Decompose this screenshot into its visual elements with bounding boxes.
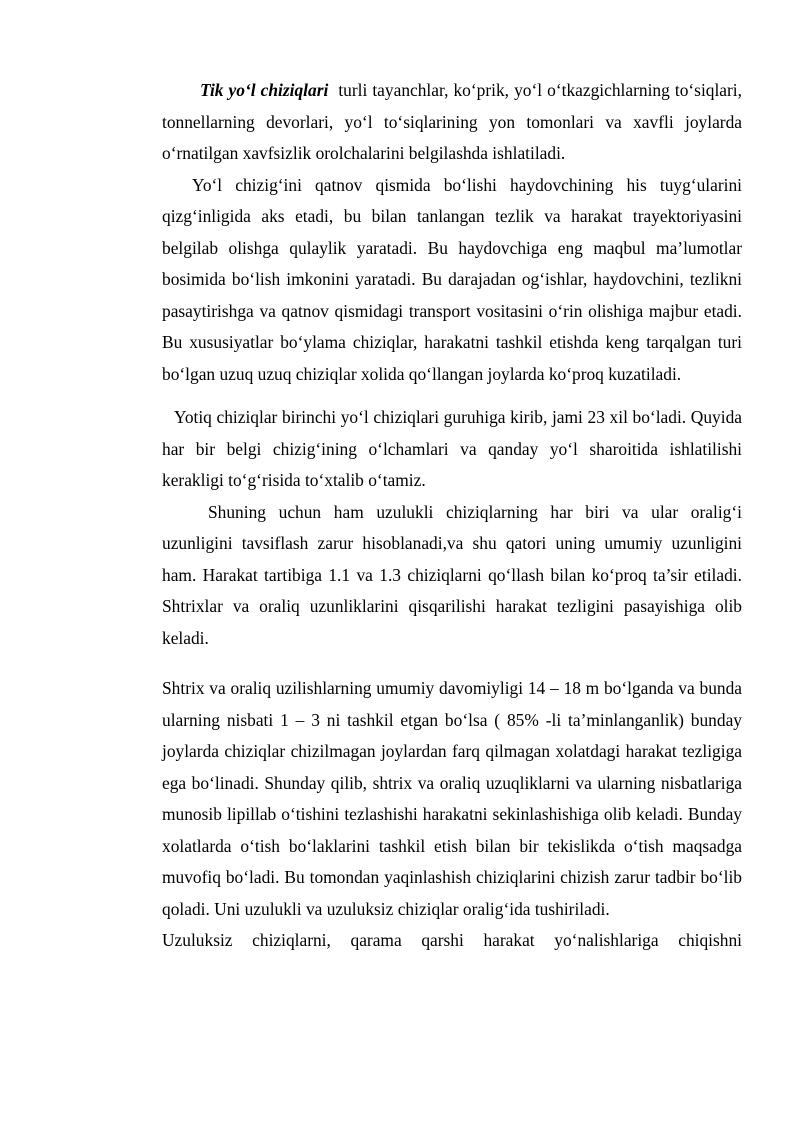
- paragraph-road-marking-effect: Yo‘l chizig‘ini qatnov qismida bo‘lishi haydovchining his tuyg‘ularini qizg‘inligida aks etadi, bu bilan tanlangan tezlik va harakat trayektoriyasini belgilab olishga qulaylik yaratadi. Bu haydovchiga eng maqbul ma’lumotlar bosimida bo‘lish imkonini yaratadi. Bu darajadan og‘ishlar, haydovchini, tezlikni pasaytirishga va qatnov qismidagi transport vositasini o‘rin olishiga majbur etadi. Bu xususiyatlar bo‘ylama chiziqlar, harakatni tashkil etishda keng tarqalgan turi bo‘lgan uzuq uzuq chiziqlar xolida qo‘llangan joylarda ko‘proq kuzatiladi.: [162, 174, 742, 384]
- paragraph-text: turli tayanchlar, ko‘prik, yo‘l o‘tkazgichlarning to‘siqlari, tonnellarning devorlari, yo‘l to‘siqlarining yon tomonlari va xavfli joylarda o‘rnatilgan xavfsizlik orolchalarini belgilashda ishlatiladi.: [162, 80, 742, 163]
- paragraph-stroke-gaps: Shtrix va oraliq uzilishlarning umumiy davomiyligi 14 – 18 m bo‘lganda va bunda ularning nisbati 1 – 3 ni tashkil etgan bo‘lsa ( 85% -li ta’minlanganlik) bunday joylarda chiziqlar chizilmagan joylardan farq qilmagan xolatdagi harakat tezligiga ega bo‘linadi. Shunday qilib, shtrix va oraliq uzuqliklarni va ularning nisbatlariga munosib lipillab o‘tishini tezlashishi harakatni sekinlashishiga olib keladi. Bunday xolatlarda o‘tish bo‘laklarini tashkil etish bilan bir tekislikda o‘tish maqsadga muvofiq bo‘ladi. Bu tomondan yaqinlashish chiziqlarini chizish zarur tadbir bo‘lib qoladi. Uni uzulukli va uzuluksiz chiziqlar oralig‘ida tushiriladi.: [162, 678, 742, 919]
- paragraph-continuous-lines: Uzuluksiz chiziqlarni, qarama qarshi harakat yo‘nalishlariga chiqishni: [162, 930, 742, 950]
- paragraph-horizontal-lines: Yotiq chiziqlar birinchi yo‘l chiziqlari guruhiga kirib, jami 23 xil bo‘ladi. Quyida har bir belgi chizig‘ining o‘lchamlari va qanday yo‘l sharoitida ishlatilishi kerakligi to‘g‘risida to‘xtalib o‘tamiz.: [162, 407, 742, 490]
- document-page: [162, 75, 742, 957]
- paragraph-lead-term: Tik yo‘l chiziqlari: [200, 80, 329, 100]
- paragraph-dashed-lines: Shuning uchun ham uzulukli chiziqlarning har biri va ular oralig‘i uzunligini tavsiflash zarur hisoblanadi,va shu qatori uning umumiy uzunligini ham. Harakat tartibiga 1.1 va 1.3 chiziqlarni qo‘llash bilan ko‘proq ta’sir etiladi. Shtrixlar va oraliq uzunliklarini qisqarilishi harakat tezligini pasayishiga olib keladi.: [162, 501, 742, 648]
- paragraph-vertical-lines: [162, 75, 742, 170]
